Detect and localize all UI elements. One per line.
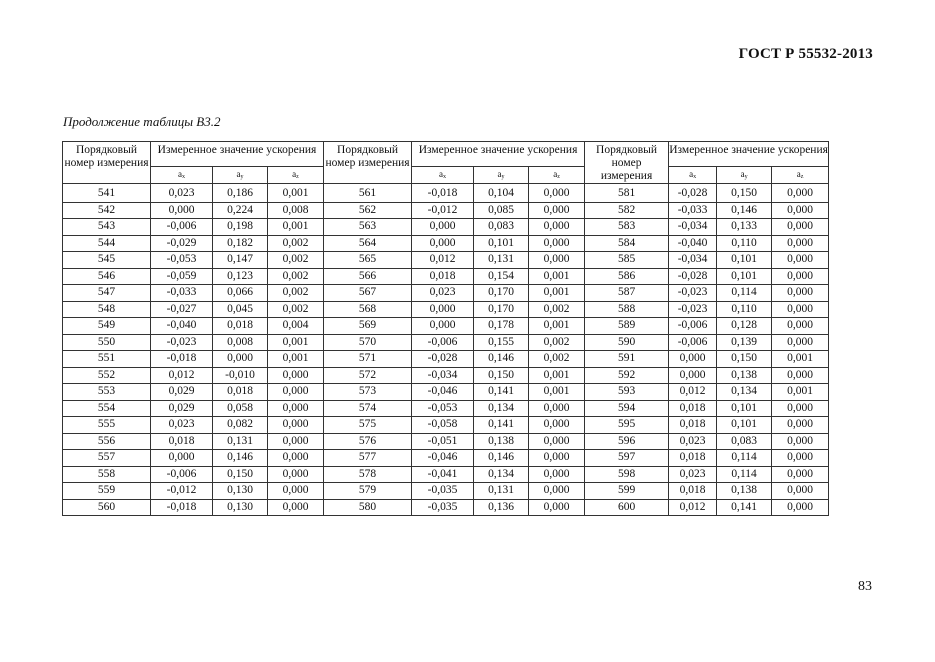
ay-value-cell: 0,150	[474, 367, 529, 384]
measurement-number-cell: 587	[585, 285, 669, 302]
ay-value-cell: 0,101	[717, 268, 772, 285]
ax-value-cell: -0,046	[412, 450, 474, 467]
table-row	[63, 483, 829, 500]
measurement-number-cell: 543	[63, 219, 151, 236]
ay-value-cell: 0,138	[474, 433, 529, 450]
ay-value-cell: 0,150	[717, 184, 772, 203]
az-value-cell: 0,000	[268, 483, 324, 500]
measurement-number-cell: 554	[63, 400, 151, 417]
ay-value-cell: 0,130	[213, 483, 268, 500]
az-value-cell: 0,000	[772, 499, 829, 516]
header-row-top	[63, 142, 829, 167]
measurement-number-cell: 577	[324, 450, 412, 467]
ax-value-cell: 0,012	[412, 252, 474, 269]
ax-value-cell: -0,035	[412, 499, 474, 516]
ax-value-cell: -0,023	[669, 285, 717, 302]
ax-value-cell: 0,018	[669, 417, 717, 434]
measured-value-header: Измеренное значение ускорения	[151, 142, 324, 167]
az-value-cell: 0,000	[772, 334, 829, 351]
measurement-number-cell: 591	[585, 351, 669, 368]
ax-value-cell: 0,023	[412, 285, 474, 302]
measurement-number-cell: 541	[63, 184, 151, 203]
measurement-number-cell: 592	[585, 367, 669, 384]
ay-value-cell: 0,146	[474, 351, 529, 368]
az-value-cell: 0,000	[529, 235, 585, 252]
az-value-cell: 0,000	[268, 466, 324, 483]
ay-value-cell: 0,182	[213, 235, 268, 252]
ax-value-cell: -0,040	[151, 318, 213, 335]
az-value-cell: 0,000	[772, 252, 829, 269]
table-row	[63, 285, 829, 302]
az-value-cell: 0,004	[268, 318, 324, 335]
az-value-cell: 0,000	[529, 433, 585, 450]
table-header	[63, 142, 829, 184]
ay-value-cell: 0,133	[717, 219, 772, 236]
ax-value-cell: -0,040	[669, 235, 717, 252]
measured-value-header: Измеренное значение ускорения	[669, 142, 829, 167]
measurement-number-cell: 546	[63, 268, 151, 285]
az-value-cell: 0,000	[529, 202, 585, 219]
ay-value-cell: 0,150	[717, 351, 772, 368]
ay-value-cell: 0,131	[474, 483, 529, 500]
az-value-cell: 0,000	[772, 433, 829, 450]
ax-value-cell: 0,023	[669, 466, 717, 483]
table-row	[63, 235, 829, 252]
measurement-number-cell: 581	[585, 184, 669, 203]
measurement-number-cell: 565	[324, 252, 412, 269]
measurement-number-cell: 588	[585, 301, 669, 318]
ay-value-cell: 0,146	[474, 450, 529, 467]
az-value-cell: 0,000	[268, 499, 324, 516]
ax-value-cell: 0,018	[669, 400, 717, 417]
measurement-number-cell: 544	[63, 235, 151, 252]
table-row	[63, 318, 829, 335]
ax-value-cell: 0,000	[412, 318, 474, 335]
az-value-cell: 0,002	[529, 334, 585, 351]
ax-value-cell: 0,000	[151, 450, 213, 467]
measurement-number-cell: 560	[63, 499, 151, 516]
ay-value-cell: 0,083	[474, 219, 529, 236]
ay-value-cell: 0,110	[717, 301, 772, 318]
az-value-cell: 0,000	[772, 417, 829, 434]
ay-value-cell: 0,154	[474, 268, 529, 285]
table-row	[63, 466, 829, 483]
ay-value-cell: 0,139	[717, 334, 772, 351]
measurement-number-cell: 582	[585, 202, 669, 219]
ax-value-cell: 0,000	[151, 202, 213, 219]
table-row	[63, 499, 829, 516]
ay-value-cell: 0,141	[474, 417, 529, 434]
az-value-cell: 0,000	[772, 483, 829, 500]
ay-value-cell: 0,178	[474, 318, 529, 335]
az-value-cell: 0,000	[772, 367, 829, 384]
az-value-cell: 0,001	[529, 367, 585, 384]
measurement-number-cell: 599	[585, 483, 669, 500]
measurement-number-cell: 595	[585, 417, 669, 434]
measurement-number-cell: 548	[63, 301, 151, 318]
ay-value-cell: 0,058	[213, 400, 268, 417]
ax-value-cell: -0,051	[412, 433, 474, 450]
ax-value-cell: 0,018	[412, 268, 474, 285]
table-row	[63, 268, 829, 285]
az-value-cell: 0,000	[772, 285, 829, 302]
az-value-cell: 0,000	[772, 450, 829, 467]
axis-y-header: $a_y$	[213, 167, 268, 184]
az-value-cell: 0,002	[268, 235, 324, 252]
table-row	[63, 202, 829, 219]
az-value-cell: 0,000	[529, 450, 585, 467]
measurement-number-cell: 580	[324, 499, 412, 516]
table-row	[63, 450, 829, 467]
ay-value-cell: 0,123	[213, 268, 268, 285]
ax-value-cell: 0,000	[669, 351, 717, 368]
table-row	[63, 184, 829, 203]
measurement-number-cell: 576	[324, 433, 412, 450]
table-row	[63, 351, 829, 368]
table-row	[63, 417, 829, 434]
az-value-cell: 0,000	[268, 433, 324, 450]
measurement-number-cell: 559	[63, 483, 151, 500]
ax-value-cell: 0,023	[151, 417, 213, 434]
measurement-number-cell: 549	[63, 318, 151, 335]
measurement-number-cell: 572	[324, 367, 412, 384]
measurement-number-cell: 556	[63, 433, 151, 450]
az-value-cell: 0,000	[772, 202, 829, 219]
measurement-number-cell: 569	[324, 318, 412, 335]
ax-value-cell: -0,023	[669, 301, 717, 318]
measurement-number-cell: 562	[324, 202, 412, 219]
measurement-number-cell: 574	[324, 400, 412, 417]
az-value-cell: 0,000	[772, 235, 829, 252]
measurement-number-cell: 558	[63, 466, 151, 483]
measurement-number-cell: 575	[324, 417, 412, 434]
ay-value-cell: 0,110	[717, 235, 772, 252]
axis-z-header: $a_z$	[268, 167, 324, 184]
ay-value-cell: 0,101	[474, 235, 529, 252]
page-number: 83	[858, 579, 872, 594]
ay-value-cell: 0,146	[213, 450, 268, 467]
ay-value-cell: 0,101	[717, 417, 772, 434]
table-caption: Продолжение таблицы В3.2	[63, 114, 221, 129]
az-value-cell: 0,002	[268, 285, 324, 302]
az-value-cell: 0,002	[529, 301, 585, 318]
ax-value-cell: 0,000	[412, 301, 474, 318]
az-value-cell: 0,002	[268, 252, 324, 269]
ax-value-cell: -0,033	[669, 202, 717, 219]
order-number-header: Порядковый номер измерения	[63, 142, 151, 184]
ax-value-cell: -0,028	[669, 268, 717, 285]
table-body	[63, 184, 829, 516]
ax-value-cell: -0,034	[669, 252, 717, 269]
ay-value-cell: 0,155	[474, 334, 529, 351]
ay-value-cell: 0,085	[474, 202, 529, 219]
measurement-number-cell: 600	[585, 499, 669, 516]
ay-value-cell: 0,134	[474, 466, 529, 483]
az-value-cell: 0,000	[529, 219, 585, 236]
ax-value-cell: -0,029	[151, 235, 213, 252]
measurement-number-cell: 542	[63, 202, 151, 219]
measurement-number-cell: 567	[324, 285, 412, 302]
ax-value-cell: 0,029	[151, 384, 213, 401]
measurement-number-cell: 596	[585, 433, 669, 450]
ax-value-cell: -0,041	[412, 466, 474, 483]
az-value-cell: 0,000	[529, 400, 585, 417]
az-value-cell: 0,001	[529, 268, 585, 285]
measurement-number-cell: 598	[585, 466, 669, 483]
az-value-cell: 0,000	[772, 184, 829, 203]
az-value-cell: 0,001	[268, 334, 324, 351]
ay-value-cell: 0,134	[474, 400, 529, 417]
measurement-number-cell: 550	[63, 334, 151, 351]
measurement-number-cell: 594	[585, 400, 669, 417]
az-value-cell: 0,000	[268, 384, 324, 401]
measurement-number-cell: 586	[585, 268, 669, 285]
ax-value-cell: 0,023	[151, 184, 213, 203]
ax-value-cell: -0,018	[412, 184, 474, 203]
order-number-header: Порядковый номер измерения	[324, 142, 412, 184]
measurement-number-cell: 551	[63, 351, 151, 368]
measurement-number-cell: 589	[585, 318, 669, 335]
ay-value-cell: 0,114	[717, 285, 772, 302]
az-value-cell: 0,000	[772, 268, 829, 285]
az-value-cell: 0,000	[772, 400, 829, 417]
measurement-number-cell: 585	[585, 252, 669, 269]
ay-value-cell: 0,128	[717, 318, 772, 335]
ay-value-cell: 0,104	[474, 184, 529, 203]
ax-value-cell: -0,035	[412, 483, 474, 500]
ax-value-cell: 0,000	[412, 219, 474, 236]
ay-value-cell: 0,066	[213, 285, 268, 302]
az-value-cell: 0,001	[529, 285, 585, 302]
ay-value-cell: 0,150	[213, 466, 268, 483]
ay-value-cell: 0,186	[213, 184, 268, 203]
ay-value-cell: 0,008	[213, 334, 268, 351]
table-row	[63, 367, 829, 384]
ax-value-cell: -0,006	[151, 219, 213, 236]
ax-value-cell: -0,027	[151, 301, 213, 318]
ay-value-cell: 0,083	[717, 433, 772, 450]
header-row-axes	[63, 167, 829, 184]
ay-value-cell: 0,131	[213, 433, 268, 450]
ay-value-cell: 0,000	[213, 351, 268, 368]
ax-value-cell: -0,053	[412, 400, 474, 417]
ay-value-cell: 0,018	[213, 384, 268, 401]
measurement-number-cell: 555	[63, 417, 151, 434]
measurement-number-cell: 593	[585, 384, 669, 401]
ax-value-cell: -0,018	[151, 499, 213, 516]
ax-value-cell: -0,059	[151, 268, 213, 285]
az-value-cell: 0,008	[268, 202, 324, 219]
order-number-header: Порядковый номер измерения	[585, 142, 669, 184]
ay-value-cell: 0,018	[213, 318, 268, 335]
ay-value-cell: 0,141	[474, 384, 529, 401]
axis-x-header: $a_x$	[151, 167, 213, 184]
az-value-cell: 0,000	[268, 417, 324, 434]
az-value-cell: 0,000	[529, 483, 585, 500]
table-row	[63, 384, 829, 401]
ay-value-cell: 0,141	[717, 499, 772, 516]
ax-value-cell: 0,029	[151, 400, 213, 417]
az-value-cell: 0,000	[529, 499, 585, 516]
ay-value-cell: 0,146	[717, 202, 772, 219]
ay-value-cell: 0,045	[213, 301, 268, 318]
ay-value-cell: 0,134	[717, 384, 772, 401]
az-value-cell: 0,001	[772, 384, 829, 401]
ax-value-cell: -0,028	[669, 184, 717, 203]
ay-value-cell: 0,082	[213, 417, 268, 434]
measurement-number-cell: 564	[324, 235, 412, 252]
ax-value-cell: 0,012	[669, 499, 717, 516]
measurement-number-cell: 590	[585, 334, 669, 351]
az-value-cell: 0,000	[772, 466, 829, 483]
measurement-number-cell: 584	[585, 235, 669, 252]
ay-value-cell: 0,114	[717, 466, 772, 483]
ax-value-cell: -0,046	[412, 384, 474, 401]
ay-value-cell: 0,147	[213, 252, 268, 269]
ax-value-cell: -0,018	[151, 351, 213, 368]
az-value-cell: 0,000	[772, 318, 829, 335]
ay-value-cell: 0,114	[717, 450, 772, 467]
az-value-cell: 0,002	[268, 268, 324, 285]
az-value-cell: 0,000	[268, 400, 324, 417]
measurement-number-cell: 553	[63, 384, 151, 401]
ay-value-cell: 0,170	[474, 301, 529, 318]
measurement-number-cell: 570	[324, 334, 412, 351]
ay-value-cell: 0,101	[717, 400, 772, 417]
acceleration-table	[62, 141, 829, 516]
measurement-number-cell: 563	[324, 219, 412, 236]
ax-value-cell: 0,012	[151, 367, 213, 384]
axis-y-header: $a_y$	[717, 167, 772, 184]
ax-value-cell: -0,034	[412, 367, 474, 384]
table-row	[63, 400, 829, 417]
ax-value-cell: 0,018	[669, 450, 717, 467]
ax-value-cell: -0,028	[412, 351, 474, 368]
az-value-cell: 0,002	[268, 301, 324, 318]
ay-value-cell: 0,138	[717, 483, 772, 500]
ay-value-cell: 0,131	[474, 252, 529, 269]
measurement-number-cell: 573	[324, 384, 412, 401]
ay-value-cell: 0,198	[213, 219, 268, 236]
ax-value-cell: -0,023	[151, 334, 213, 351]
ay-value-cell: 0,130	[213, 499, 268, 516]
az-value-cell: 0,000	[529, 184, 585, 203]
ax-value-cell: -0,034	[669, 219, 717, 236]
ay-value-cell: -0,010	[213, 367, 268, 384]
ax-value-cell: 0,012	[669, 384, 717, 401]
ax-value-cell: -0,012	[151, 483, 213, 500]
ax-value-cell: -0,006	[151, 466, 213, 483]
ax-value-cell: 0,018	[669, 483, 717, 500]
az-value-cell: 0,000	[268, 367, 324, 384]
ax-value-cell: 0,018	[151, 433, 213, 450]
measurement-number-cell: 571	[324, 351, 412, 368]
az-value-cell: 0,001	[772, 351, 829, 368]
measurement-number-cell: 545	[63, 252, 151, 269]
az-value-cell: 0,000	[529, 417, 585, 434]
az-value-cell: 0,001	[529, 384, 585, 401]
axis-y-header: $a_y$	[474, 167, 529, 184]
az-value-cell: 0,001	[268, 184, 324, 203]
ay-value-cell: 0,101	[717, 252, 772, 269]
measured-value-header: Измеренное значение ускорения	[412, 142, 585, 167]
measurement-number-cell: 557	[63, 450, 151, 467]
az-value-cell: 0,000	[529, 466, 585, 483]
table-row	[63, 301, 829, 318]
az-value-cell: 0,000	[772, 219, 829, 236]
ax-value-cell: -0,033	[151, 285, 213, 302]
ax-value-cell: 0,000	[669, 367, 717, 384]
ax-value-cell: -0,006	[412, 334, 474, 351]
az-value-cell: 0,000	[268, 450, 324, 467]
ax-value-cell: -0,012	[412, 202, 474, 219]
table-row	[63, 252, 829, 269]
document-number: ГОСТ Р 55532-2013	[738, 46, 873, 62]
measurement-number-cell: 583	[585, 219, 669, 236]
ax-value-cell: -0,058	[412, 417, 474, 434]
ay-value-cell: 0,138	[717, 367, 772, 384]
ax-value-cell: -0,006	[669, 318, 717, 335]
az-value-cell: 0,001	[268, 219, 324, 236]
axis-x-header: $a_x$	[669, 167, 717, 184]
table-row	[63, 433, 829, 450]
measurement-number-cell: 578	[324, 466, 412, 483]
measurement-number-cell: 568	[324, 301, 412, 318]
ax-value-cell: 0,000	[412, 235, 474, 252]
ax-value-cell: -0,006	[669, 334, 717, 351]
table-row	[63, 219, 829, 236]
az-value-cell: 0,002	[529, 351, 585, 368]
axis-x-header: $a_x$	[412, 167, 474, 184]
measurement-number-cell: 579	[324, 483, 412, 500]
measurement-number-cell: 561	[324, 184, 412, 203]
measurement-number-cell: 547	[63, 285, 151, 302]
ay-value-cell: 0,136	[474, 499, 529, 516]
ay-value-cell: 0,170	[474, 285, 529, 302]
measurement-number-cell: 566	[324, 268, 412, 285]
measurement-number-cell: 552	[63, 367, 151, 384]
axis-z-header: $a_z$	[529, 167, 585, 184]
axis-z-header: $a_z$	[772, 167, 829, 184]
az-value-cell: 0,000	[529, 252, 585, 269]
az-value-cell: 0,000	[772, 301, 829, 318]
ax-value-cell: 0,023	[669, 433, 717, 450]
table-row	[63, 334, 829, 351]
az-value-cell: 0,001	[268, 351, 324, 368]
ax-value-cell: -0,053	[151, 252, 213, 269]
az-value-cell: 0,001	[529, 318, 585, 335]
measurement-number-cell: 597	[585, 450, 669, 467]
ay-value-cell: 0,224	[213, 202, 268, 219]
